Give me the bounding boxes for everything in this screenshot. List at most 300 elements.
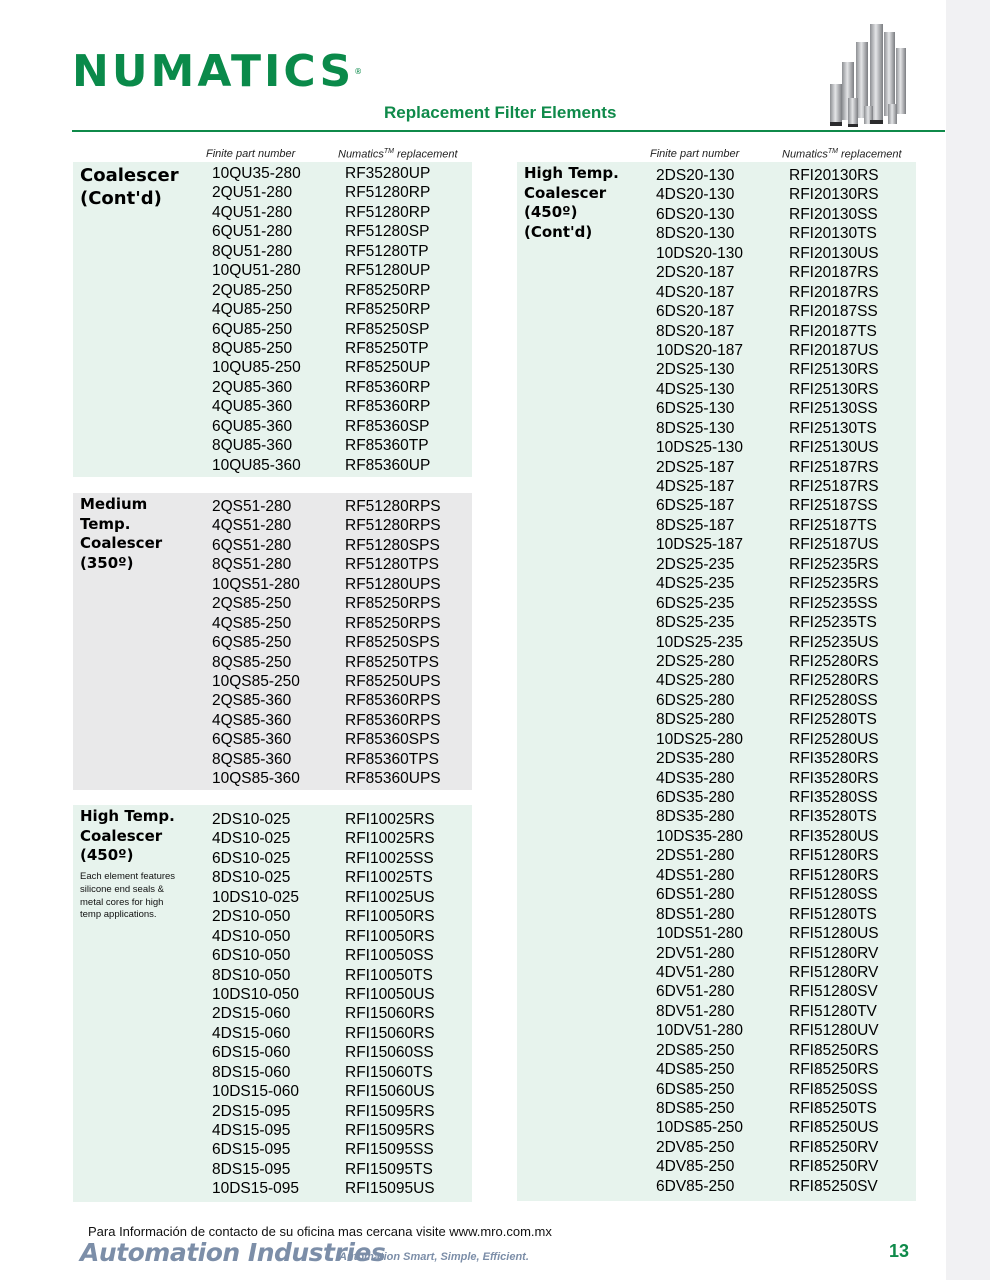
table-row — [656, 671, 919, 690]
numatics-replacement: RF85250SP — [345, 320, 430, 338]
table-row — [656, 885, 919, 904]
finite-part-number: 4QS51-280 — [212, 517, 292, 535]
table-row — [656, 1041, 919, 1060]
table-row — [212, 1082, 475, 1101]
numatics-replacement: RFI85250TS — [789, 1100, 877, 1117]
table-row — [212, 300, 475, 319]
finite-part-number: 4DS85-250 — [656, 1061, 735, 1079]
finite-part-number: 8DS85-250 — [656, 1100, 735, 1117]
finite-part-number: 4DS25-130 — [656, 380, 735, 398]
table-row — [656, 574, 919, 593]
table-row — [656, 302, 919, 321]
numatics-replacement: RF85250UPS — [345, 672, 441, 690]
table-row — [656, 419, 919, 438]
numatics-replacement: RF85360RP — [345, 378, 431, 396]
finite-part-number: 2QU85-360 — [212, 378, 293, 396]
table-row — [212, 653, 475, 672]
table-row — [212, 691, 475, 710]
table-row — [212, 672, 475, 691]
finite-part-number: 2DS51-280 — [656, 847, 735, 865]
table-row — [212, 456, 475, 475]
finite-part-number: 2DS15-095 — [212, 1102, 291, 1120]
finite-part-number: 8DS25-235 — [656, 614, 735, 632]
table-row — [212, 769, 475, 788]
numatics-replacement: RFI25280US — [789, 730, 879, 748]
finite-part-number: 8QU85-360 — [212, 437, 293, 455]
table-row — [212, 633, 475, 652]
finite-part-number: 10DS15-060 — [212, 1083, 300, 1101]
table-row — [656, 982, 919, 1001]
finite-part-number: 4DS20-187 — [656, 283, 735, 301]
numatics-replacement: RFI51280RS — [789, 866, 879, 884]
numatics-replacement: RF85250UP — [345, 359, 431, 377]
table-row — [212, 1004, 475, 1023]
finite-part-number: 10DS10-050 — [212, 985, 300, 1003]
finite-part-number: 4DS10-050 — [212, 927, 291, 945]
table-row — [212, 927, 475, 946]
table-row — [212, 378, 475, 397]
numatics-replacement: RF85360RP — [345, 398, 431, 416]
part-rows — [656, 166, 919, 1196]
finite-part-number: 2DV51-280 — [656, 944, 735, 962]
block-title: Medium Temp. Coalescer (350º) — [80, 495, 163, 572]
numatics-replacement: RFI85250US — [789, 1119, 879, 1137]
table-row — [656, 613, 919, 632]
numatics-replacement: RF85360RPS — [345, 692, 441, 710]
finite-part-number: 6DS51-280 — [656, 886, 735, 904]
coalescer-block — [73, 162, 472, 477]
numatics-replacement: RFI15095US — [345, 1180, 435, 1198]
finite-part-number: 10DS85-250 — [656, 1119, 744, 1137]
finite-part-number: 6DS25-280 — [656, 691, 735, 709]
numatics-replacement: RF35280UP — [345, 165, 431, 182]
finite-part-number: 10DS15-095 — [212, 1180, 300, 1198]
numatics-replacement: RFI35280US — [789, 827, 879, 845]
finite-part-number: 8DV51-280 — [656, 1002, 735, 1020]
numatics-replacement: RFI15095RS — [345, 1122, 435, 1139]
numatics-replacement: RF51280SPS — [345, 536, 440, 554]
numatics-replacement: RFI15095SS — [345, 1141, 434, 1159]
column-header-numatics: Numatics™ replacement — [338, 148, 458, 161]
table-row — [656, 1002, 919, 1021]
finite-part-number: 8QS51-280 — [212, 556, 292, 574]
table-row — [656, 963, 919, 982]
table-row — [212, 203, 475, 222]
numatics-replacement: RFI10050RS — [345, 908, 435, 926]
numatics-replacement: RF51280UP — [345, 262, 431, 280]
finite-part-number: 6DS15-095 — [212, 1141, 291, 1159]
finite-part-number: 4QU85-250 — [212, 301, 293, 319]
numatics-replacement: RFI15060TS — [345, 1063, 433, 1081]
numatics-replacement: RF51280RPS — [345, 498, 441, 515]
block-title: High Temp. Coalescer (450º) — [80, 807, 175, 864]
table-row — [656, 944, 919, 963]
finite-part-number: 10DS25-130 — [656, 439, 744, 457]
table-row — [656, 710, 919, 729]
finite-part-number: 10DS20-187 — [656, 341, 744, 359]
finite-part-number: 2DS15-060 — [212, 1005, 291, 1023]
finite-part-number: 10DS35-280 — [656, 827, 744, 845]
table-row — [212, 242, 475, 261]
numatics-replacement: RFI25130TS — [789, 419, 877, 437]
numatics-replacement: RFI25130US — [789, 439, 879, 457]
finite-part-number: 6DS10-025 — [212, 849, 291, 867]
finite-part-number: 2DS35-280 — [656, 750, 735, 768]
finite-part-number: 8DS20-187 — [656, 322, 735, 340]
table-row — [656, 535, 919, 554]
finite-part-number: 6DS20-130 — [656, 205, 735, 223]
numatics-replacement: RFI25235RS — [789, 575, 879, 593]
finite-part-number: 2DS25-235 — [656, 555, 735, 573]
numatics-replacement: RFI25280RS — [789, 652, 879, 670]
table-row — [656, 360, 919, 379]
finite-part-number: 10QU51-280 — [212, 262, 301, 280]
numatics-replacement: RFI10025TS — [345, 869, 433, 887]
finite-part-number: 4QS85-250 — [212, 614, 292, 632]
finite-part-number: 10DS10-025 — [212, 888, 300, 906]
finite-part-number: 2QU51-280 — [212, 184, 293, 202]
finite-part-number: 4DS35-280 — [656, 769, 735, 787]
table-row — [656, 283, 919, 302]
table-row — [656, 633, 919, 652]
table-row — [656, 846, 919, 865]
table-row — [656, 827, 919, 846]
column-header-finite-right: Finite part number — [650, 148, 740, 160]
finite-part-number: 8QS85-360 — [212, 750, 292, 768]
finite-part-number: 10QU85-360 — [212, 456, 301, 474]
finite-part-number: 2QS85-250 — [212, 595, 292, 613]
finite-part-number: 4QS85-360 — [212, 711, 292, 729]
table-row — [212, 320, 475, 339]
numatics-replacement: RF85360RPS — [345, 711, 441, 729]
numatics-replacement: RF51280RPS — [345, 517, 441, 535]
table-row — [656, 185, 919, 204]
numatics-replacement: RFI51280SV — [789, 983, 878, 1001]
numatics-replacement: RF51280TP — [345, 242, 429, 260]
numatics-replacement: RFI15095TS — [345, 1160, 433, 1178]
numatics-replacement: RFI10025RS — [345, 811, 435, 828]
finite-part-number: 4DS10-025 — [212, 830, 291, 848]
finite-part-number: 8QU85-250 — [212, 339, 293, 357]
finite-part-number: 8DS15-095 — [212, 1160, 291, 1178]
finite-part-number: 8DS25-130 — [656, 419, 735, 437]
table-row — [212, 497, 475, 516]
finite-part-number: 8DS20-130 — [656, 225, 735, 243]
table-row — [212, 555, 475, 574]
finite-part-number: 2DS10-025 — [212, 811, 291, 828]
numatics-replacement: RF85360TPS — [345, 750, 439, 768]
numatics-replacement: RFI20130TS — [789, 225, 877, 243]
finite-part-number: 2QS85-360 — [212, 692, 292, 710]
table-row — [212, 750, 475, 769]
numatics-replacement: RFI51280RV — [789, 944, 879, 962]
brand-tagline: Automation Smart, Simple, Efficient. — [339, 1251, 529, 1263]
numatics-replacement: RFI15060SS — [345, 1044, 434, 1062]
numatics-replacement: RF85250RP — [345, 301, 431, 319]
numatics-replacement: RFI25280SS — [789, 691, 878, 709]
table-row — [212, 1102, 475, 1121]
numatics-replacement: RFI20187RS — [789, 264, 879, 282]
numatics-replacement: RFI10050US — [345, 985, 435, 1003]
table-row — [656, 1118, 919, 1137]
numatics-replacement: RF85250TP — [345, 339, 429, 357]
table-row — [212, 164, 475, 183]
table-row — [212, 1121, 475, 1140]
numatics-replacement: RF85360UPS — [345, 770, 441, 788]
numatics-replacement: RFI10025RS — [345, 830, 435, 848]
table-row — [656, 769, 919, 788]
numatics-replacement: RFI15095RS — [345, 1102, 435, 1120]
finite-part-number: 6DS35-280 — [656, 789, 735, 806]
numatics-replacement: RFI25235SS — [789, 594, 878, 612]
numatics-replacement: RFI20187US — [789, 341, 879, 359]
numatics-replacement: RFI51280TS — [789, 905, 877, 923]
table-row — [656, 1099, 919, 1118]
finite-part-number: 4DS15-095 — [212, 1122, 291, 1139]
numatics-replacement: RF85250TPS — [345, 653, 439, 671]
finite-part-number: 4DS25-187 — [656, 478, 735, 495]
numatics-replacement: RF85360TP — [345, 437, 429, 455]
table-row — [212, 339, 475, 358]
table-row — [656, 322, 919, 341]
finite-part-number: 6DV85-250 — [656, 1177, 735, 1195]
finite-part-number: 4DS20-130 — [656, 186, 735, 204]
table-row — [656, 263, 919, 282]
table-row — [656, 594, 919, 613]
numatics-replacement: RFI15060US — [345, 1083, 435, 1101]
table-row — [656, 1021, 919, 1040]
finite-part-number: 6QS85-360 — [212, 731, 292, 749]
finite-part-number: 4DS15-060 — [212, 1024, 291, 1042]
table-row — [212, 868, 475, 887]
numatics-replacement: RFI25187TS — [789, 516, 877, 534]
finite-part-number: 2QS51-280 — [212, 498, 292, 515]
finite-part-number: 10DV51-280 — [656, 1022, 744, 1040]
table-row — [212, 397, 475, 416]
numatics-replacement: RFI25187RS — [789, 478, 879, 495]
finite-part-number: 4DS25-280 — [656, 672, 735, 690]
numatics-replacement: RFI35280SS — [789, 789, 878, 806]
table-row — [656, 924, 919, 943]
numatics-replacement: RFI35280TS — [789, 808, 877, 826]
finite-part-number: 4QU85-360 — [212, 398, 293, 416]
table-row — [656, 205, 919, 224]
table-row — [212, 946, 475, 965]
numatics-replacement: RF85360SP — [345, 417, 430, 435]
table-row — [656, 380, 919, 399]
finite-part-number: 6QU85-360 — [212, 417, 293, 435]
table-row — [212, 183, 475, 202]
finite-part-number: 8QS85-250 — [212, 653, 292, 671]
numatics-replacement: RFI15060RS — [345, 1024, 435, 1042]
finite-part-number: 10DS25-235 — [656, 633, 744, 651]
numatics-replacement: RFI10025SS — [345, 849, 434, 867]
finite-part-number: 6QS85-250 — [212, 634, 292, 652]
table-row — [212, 1024, 475, 1043]
finite-part-number: 10QU85-250 — [212, 359, 301, 377]
page-number: 13 — [889, 1241, 910, 1261]
table-row — [212, 614, 475, 633]
table-row — [212, 985, 475, 1004]
table-row — [212, 907, 475, 926]
numatics-replacement: RFI51280TV — [789, 1002, 877, 1020]
table-row — [212, 536, 475, 555]
block-title: Coalescer (Cont'd) — [80, 165, 179, 209]
numatics-replacement: RFI25235TS — [789, 614, 877, 632]
high-temp-block — [73, 805, 472, 1202]
table-row — [656, 1138, 919, 1157]
finite-part-number: 8DS35-280 — [656, 808, 735, 826]
finite-part-number: 4DS51-280 — [656, 866, 735, 884]
numatics-replacement: RFI20187RS — [789, 283, 879, 301]
table-row — [212, 222, 475, 241]
numatics-replacement: RFI35280RS — [789, 750, 879, 768]
finite-part-number: 4QU51-280 — [212, 203, 293, 221]
table-row — [656, 438, 919, 457]
finite-part-number: 2DS25-187 — [656, 458, 735, 476]
medium-temp-block — [73, 493, 472, 790]
numatics-replacement: RF51280RP — [345, 203, 431, 221]
numatics-replacement: RFI20130SS — [789, 205, 878, 223]
table-row — [656, 477, 919, 496]
finite-part-number: 8DS25-280 — [656, 711, 735, 729]
numatics-replacement: RF51280SP — [345, 223, 430, 241]
table-row — [212, 730, 475, 749]
finite-part-number: 8QU51-280 — [212, 242, 293, 260]
footer-contact: Para Información de contacto de su oficina mas cercana visite www.mro.com.mx — [88, 1224, 552, 1239]
numatics-replacement: RF51280RP — [345, 184, 431, 202]
header-rule — [72, 130, 945, 132]
numatics-replacement: RF85250RPS — [345, 595, 441, 613]
numatics-replacement: RFI20187SS — [789, 303, 878, 321]
numatics-replacement: RFI25280TS — [789, 711, 877, 729]
numatics-replacement: RFI35280RS — [789, 769, 879, 787]
numatics-replacement: RFI85250RV — [789, 1158, 879, 1176]
finite-part-number: 8DS10-050 — [212, 966, 291, 984]
finite-part-number: 2DS10-050 — [212, 908, 291, 926]
finite-part-number: 6DS25-130 — [656, 400, 735, 418]
table-row — [212, 711, 475, 730]
block-title: High Temp. Coalescer (450º) (Cont'd) — [524, 164, 619, 241]
table-row — [656, 866, 919, 885]
finite-part-number: 2DS25-130 — [656, 361, 735, 379]
finite-part-number: 10DS20-130 — [656, 244, 744, 262]
finite-part-number: 8DS25-187 — [656, 516, 735, 534]
filter-elements-image — [826, 18, 912, 128]
numatics-replacement: RF85250RP — [345, 281, 431, 299]
numatics-replacement: RFI25187US — [789, 536, 879, 554]
table-row — [656, 458, 919, 477]
table-row — [656, 691, 919, 710]
finite-part-number: 6DS20-187 — [656, 303, 735, 321]
table-row — [656, 516, 919, 535]
numatics-replacement: RFI25130RS — [789, 361, 879, 379]
table-row — [212, 281, 475, 300]
numatics-replacement: RFI25235RS — [789, 555, 879, 573]
table-row — [656, 399, 919, 418]
table-row — [656, 555, 919, 574]
numatics-replacement: RFI20187TS — [789, 322, 877, 340]
numatics-replacement: RF85250RPS — [345, 614, 441, 632]
finite-part-number: 2DS20-187 — [656, 264, 735, 282]
numatics-replacement: RFI25235US — [789, 633, 879, 651]
table-row — [212, 1063, 475, 1082]
numatics-replacement: RFI85250RS — [789, 1041, 879, 1059]
numatics-logo: NUMATICS® — [72, 46, 363, 97]
numatics-replacement: RFI15060RS — [345, 1005, 435, 1023]
finite-part-number: 6DS15-060 — [212, 1044, 291, 1062]
finite-part-number: 4DS25-235 — [656, 575, 735, 593]
finite-part-number: 10QU35-280 — [212, 165, 301, 182]
numatics-replacement: RFI51280UV — [789, 1022, 879, 1040]
column-header-finite: Finite part number — [206, 148, 296, 160]
table-row — [656, 807, 919, 826]
table-row — [212, 436, 475, 455]
finite-part-number: 6QU85-250 — [212, 320, 293, 338]
finite-part-number: 6DS25-235 — [656, 594, 735, 612]
finite-part-number: 6DS25-187 — [656, 497, 735, 515]
table-row — [656, 1060, 919, 1079]
finite-part-number: 6DS85-250 — [656, 1080, 735, 1098]
table-row — [212, 575, 475, 594]
table-row — [656, 244, 919, 263]
numatics-replacement: RFI20130RS — [789, 167, 879, 184]
numatics-replacement: RF85250SPS — [345, 634, 440, 652]
finite-part-number: 6QS51-280 — [212, 536, 292, 554]
finite-part-number: 8DS51-280 — [656, 905, 735, 923]
numatics-replacement: RFI10050RS — [345, 927, 435, 945]
part-rows — [212, 497, 475, 789]
table-row — [656, 341, 919, 360]
numatics-replacement: RFI85250RV — [789, 1138, 879, 1156]
numatics-replacement: RFI51280SS — [789, 886, 878, 904]
numatics-replacement: RF85360SPS — [345, 731, 440, 749]
numatics-replacement: RFI20130RS — [789, 186, 879, 204]
table-row — [656, 166, 919, 185]
numatics-replacement: RFI20130US — [789, 244, 879, 262]
table-row — [656, 1177, 919, 1196]
high-temp-cont-block — [517, 162, 916, 1201]
numatics-replacement: RFI85250SV — [789, 1177, 878, 1195]
table-row — [656, 730, 919, 749]
table-row — [212, 358, 475, 377]
table-row — [212, 849, 475, 868]
finite-part-number: 2DS25-280 — [656, 652, 735, 670]
part-rows — [212, 164, 475, 475]
numatics-replacement: RFI25187SS — [789, 497, 878, 515]
part-rows — [212, 810, 475, 1199]
numatics-replacement: RFI10050SS — [345, 947, 434, 965]
table-row — [212, 1140, 475, 1159]
finite-part-number: 10DS25-280 — [656, 730, 744, 748]
finite-part-number: 6DS10-050 — [212, 947, 291, 965]
finite-part-number: 2DV85-250 — [656, 1138, 735, 1156]
numatics-replacement: RF51280TPS — [345, 556, 439, 574]
numatics-replacement: RFI10025US — [345, 888, 435, 906]
numatics-replacement: RFI51280US — [789, 925, 879, 943]
numatics-replacement: RFI25280RS — [789, 672, 879, 690]
finite-part-number: 8DS15-060 — [212, 1063, 291, 1081]
table-row — [212, 829, 475, 848]
table-row — [656, 496, 919, 515]
table-row — [656, 749, 919, 768]
table-row — [212, 594, 475, 613]
table-row — [656, 1080, 919, 1099]
table-row — [212, 1179, 475, 1198]
finite-part-number: 2QU85-250 — [212, 281, 293, 299]
table-row — [656, 905, 919, 924]
side-strip — [946, 0, 990, 1280]
